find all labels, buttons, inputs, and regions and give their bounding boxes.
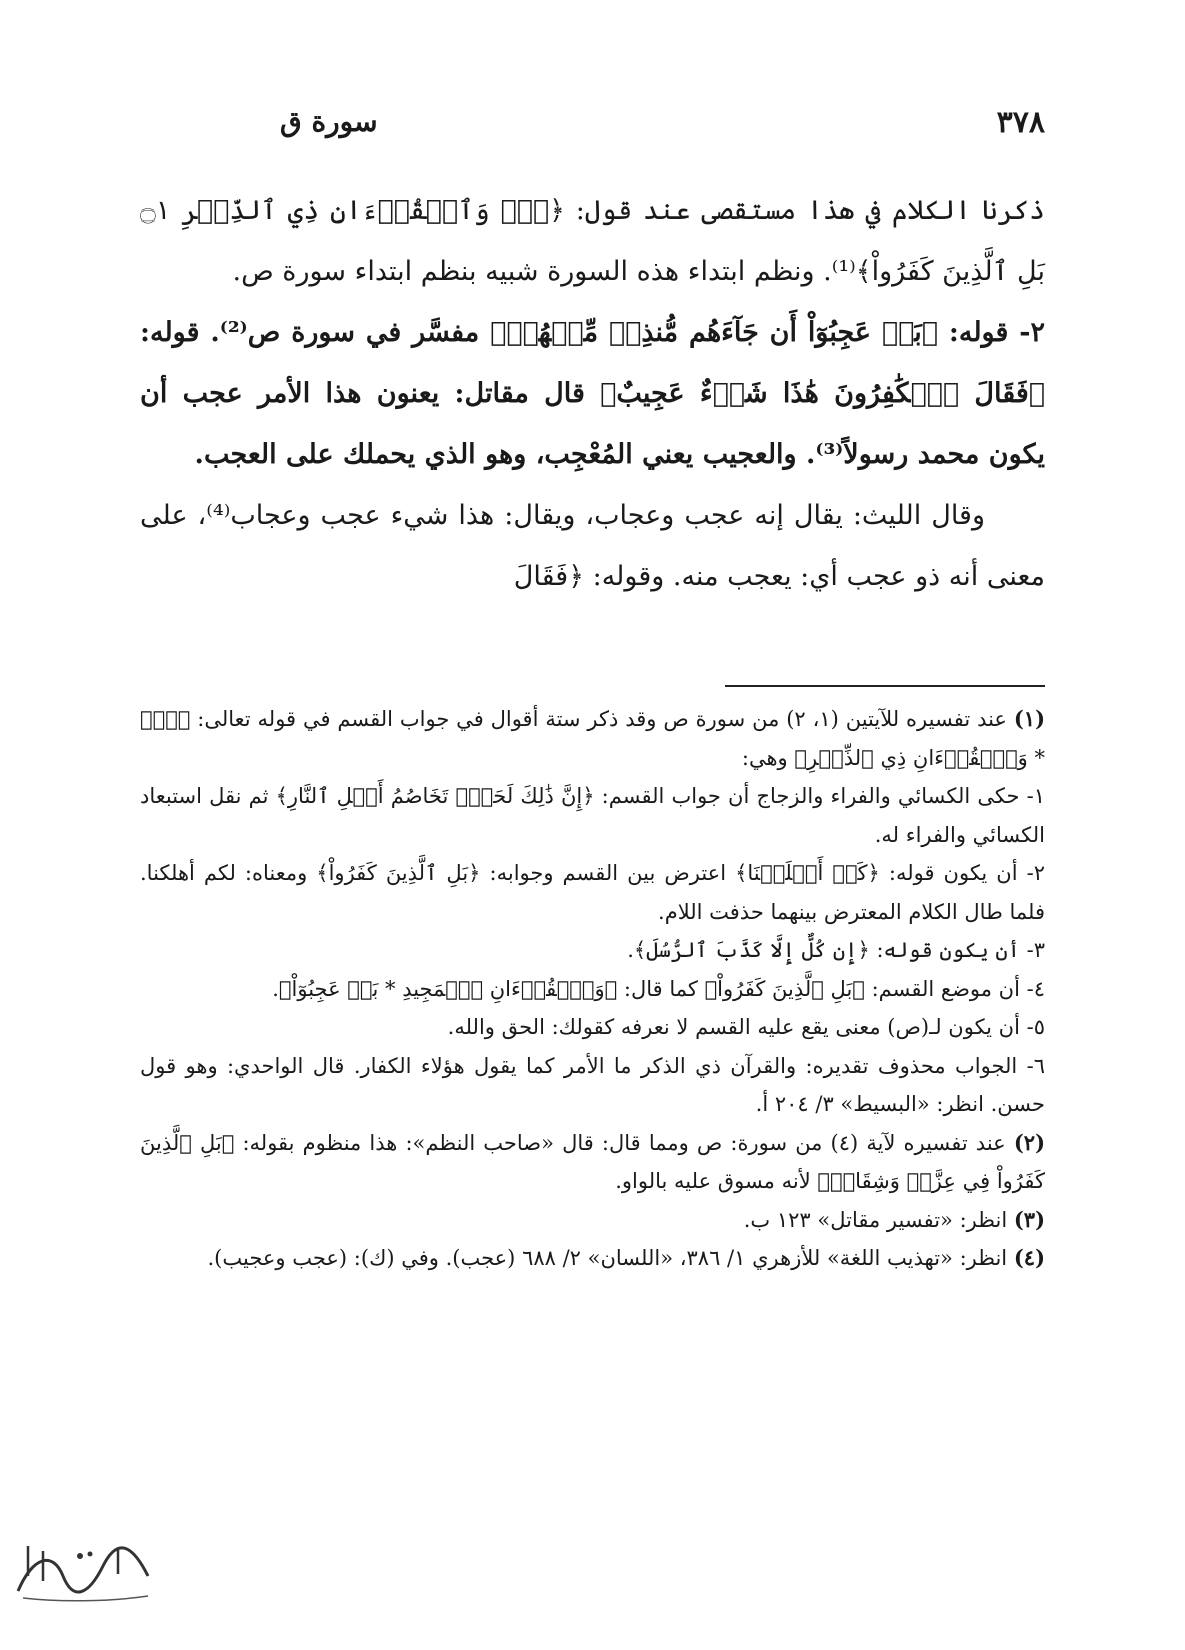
footnote-3 — [140, 1201, 1045, 1240]
footnote-1 — [140, 700, 1045, 1124]
footnote-2 — [140, 1124, 1045, 1201]
footnote-marker: (٢) — [1013, 1129, 1045, 1155]
footnote-line: عند تفسيره لآية (٤) من سورة: ص ومما قال: قال «صاحب النظم»: هذا منظوم بقوله: ﴿بَلِ ٱلَّذِينَ كَفَرُواْ فِي عِزَّةٖ وَشِقَاقٖ﴾ لأنه مسوق عليه بالواو. — [140, 1130, 1045, 1193]
footnote-line: ١- حكى الكسائي والفراء والزجاج أن جواب القسم: ﴿إِنَّ ذَٰلِكَ لَحَقّٞ تَخَاصُمُ أَهۡلِ ٱلنَّارِ﴾ ثم نقل استبعاد الكسائي والفراء له. — [140, 784, 1045, 847]
footnote-marker: (٤) — [1013, 1245, 1045, 1270]
main-paragraph-2: ٢- قوله: ﴿بَلۡ عَجِبُوٓاْ أَن جَآءَهُم مُّنذِرٞ مِّنۡهُمۡ﴾ مفسَّر في سورة ص⁽²⁾. قوله: ﴿فَقَالَ ٱلۡكَٰفِرُونَ هَٰذَا شَيۡءٌ عَجِيبٌ﴾ قال مقاتل: يعنون هذا الأمر عجب أن يكون محمد رسولاً⁽³⁾. والعجيب يعني المُعْجِب، وهو الذي يحملك على العجب. — [140, 317, 1045, 470]
page-number: ٣٧٨ — [996, 105, 1045, 140]
footnote-line: ٥- أن يكون لـ(ص) معنى يقع عليه القسم لا نعرفه كقولك: الحق والله. — [447, 1015, 1045, 1039]
footnote-marker: (١) — [1013, 706, 1046, 731]
main-text-block — [140, 180, 1045, 607]
footnote-marker: (٣) — [1013, 1206, 1045, 1232]
footnote-line: عند تفسيره للآيتين (١، ٢) من سورة ص وقد ذكر ستة أقوال في جواب القسم في قوله تعالى: ﴿صٓۚ * وَٱلۡقُرۡءَانِ ذِي ٱلذِّكۡرِ﴾ وهي: — [140, 707, 1045, 770]
library-logo-watermark — [8, 1536, 158, 1608]
footnote-line: ٢- أن يكون قوله: ﴿كَمۡ أَهۡلَكۡنَا﴾ اعترض بين القسم وجوابه: ﴿بَلِ ٱلَّذِينَ كَفَرُواْ﴾ ومعناه: لكم أهلكنا. فلما طال الكلام المعترض بينهما حذفت اللام. — [140, 861, 1045, 924]
main-paragraph-3: وقال الليث: يقال إنه عجب وعجاب، ويقال: هذا شيء عجب وعجاب⁽⁴⁾، على معنى أنه ذو عجب أي: يعجب منه. وقوله: ﴿فَقَالَ — [140, 500, 1045, 592]
footnote-line: ٣- أن يكون قوله: ﴿إِن كُلٌّ إِلَّا كَذَّبَ ٱلرُّسُلَ﴾. — [627, 938, 1045, 962]
page-header — [140, 105, 1045, 155]
footnote-line: ٤- أن موضع القسم: ﴿بَلِ ٱلَّذِينَ كَفَرُواْ﴾ كما قال: ﴿وَٱلۡقُرۡءَانِ ٱلۡمَجِيدِ * بَلۡ عَجِبُوٓاْ﴾. — [272, 976, 1045, 1001]
footnote-divider — [725, 685, 1045, 687]
main-paragraph-1: ذكرنا الكلام في هذا مستقصى عند قول: ﴿صٓۚ وَٱلۡقُرۡءَانِ ذِي ٱلذِّكۡرِ ۝١ بَلِ ٱلَّذِينَ كَفَرُواْ﴾⁽¹⁾. ونظم ابتداء هذه السورة شبيه بنظم ابتداء سورة ص. — [140, 195, 1046, 287]
footnote-4 — [140, 1239, 1045, 1278]
footnote-line: انظر: «تهذيب اللغة» للأزهري ١/ ٣٨٦، «اللسان» ٢/ ٦٨٨ (عجب). وفي (ك): (عجب وعجيب). — [207, 1246, 1008, 1270]
running-title: سورة ق — [280, 105, 378, 138]
footnotes-block — [140, 700, 1045, 1278]
footnote-line: ٦- الجواب محذوف تقديره: والقرآن ذي الذكر ما الأمر كما يقول هؤلاء الكفار. قال الواحدي: وهو قول حسن. انظر: «البسيط» ٣/ ٢٠٤ أ. — [140, 1053, 1045, 1116]
footnote-line: انظر: «تفسير مقاتل» ١٢٣ ب. — [743, 1207, 1008, 1232]
